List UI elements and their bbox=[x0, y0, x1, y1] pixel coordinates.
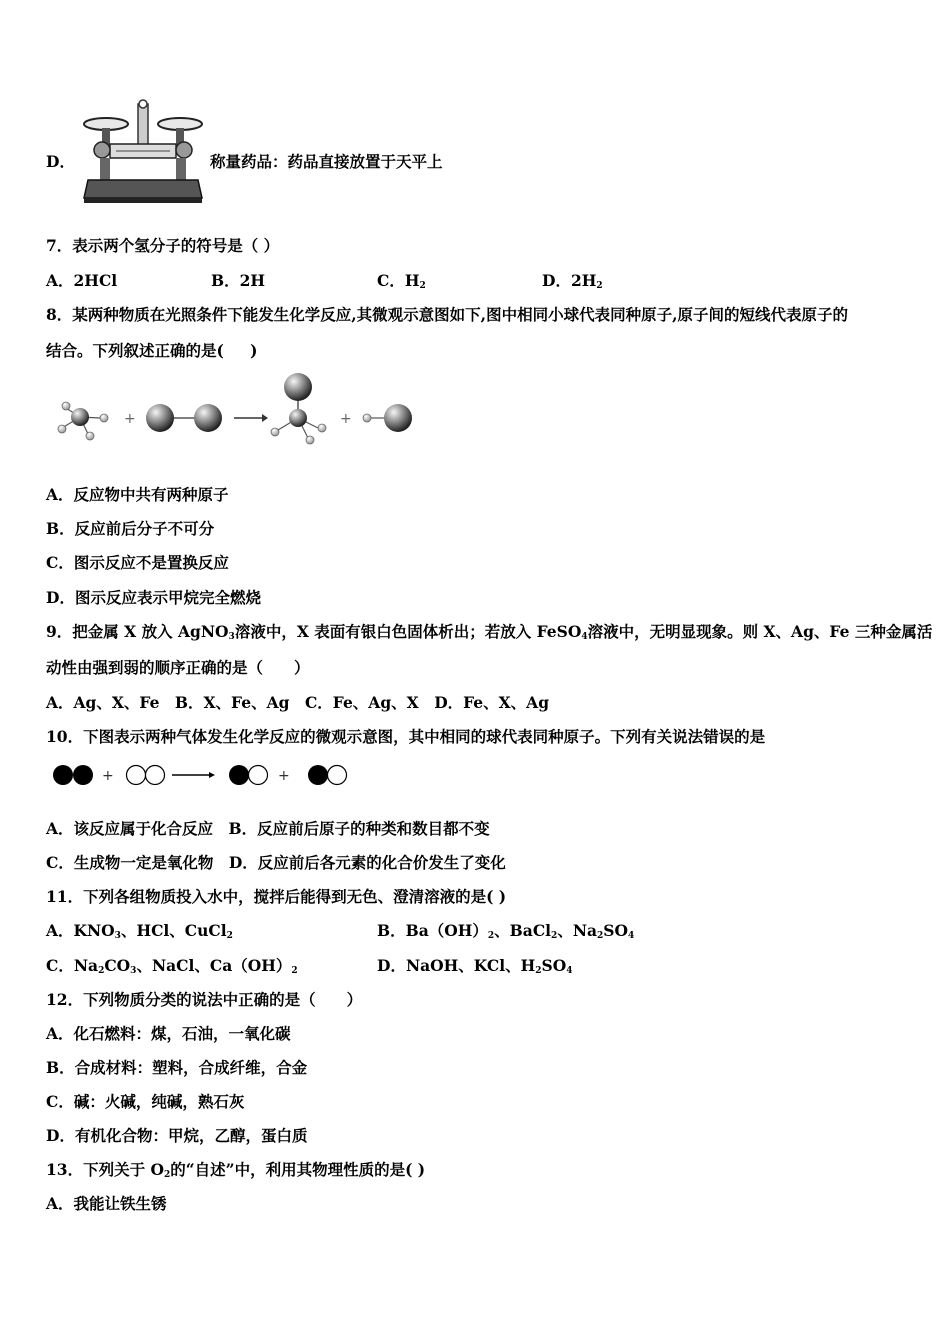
q8-option-b: B．反应前后分子不可分 bbox=[46, 519, 215, 538]
q13-stem: 13．下列关于 $O_2$的“自述”中，利用其物理性质的是( ) bbox=[46, 1160, 426, 1180]
q10-plus-2: + bbox=[278, 768, 290, 784]
q7-option-c: C．$H_2$ bbox=[377, 271, 426, 291]
q8-reaction-diagram bbox=[52, 372, 422, 450]
q10-options-cd: C．生成物一定是氧化物 D．反应前后各元素的化合价发生了变化 bbox=[46, 853, 506, 872]
chlorine-molecule bbox=[146, 404, 222, 432]
q12-option-c: C．碱：火碱，纯碱，熟石灰 bbox=[46, 1092, 245, 1111]
product-molecule-2 bbox=[308, 765, 347, 785]
q12-stem: 12．下列物质分类的说法中正确的是（ ） bbox=[46, 990, 363, 1009]
q7-option-b: B．2H bbox=[211, 271, 266, 290]
q12-option-a: A．化石燃料：煤，石油，一氧化碳 bbox=[46, 1024, 291, 1043]
q7-stem: 7．表示两个氢分子的符号是（ ） bbox=[46, 236, 280, 255]
q11-stem: 11．下列各组物质投入水中，搅拌后能得到无色、澄清溶液的是( ) bbox=[46, 887, 507, 906]
q8-option-a: A．反应物中共有两种原子 bbox=[46, 485, 229, 504]
q12-option-d: D．有机化合物：甲烷，乙醇，蛋白质 bbox=[46, 1126, 308, 1145]
q6-option-d-text: 称量药品：药品直接放置于天平上 bbox=[210, 152, 443, 171]
q11-options-cd bbox=[46, 956, 572, 976]
q10-options-ab: A．该反应属于化合反应 B．反应前后原子的种类和数目都不变 bbox=[46, 819, 490, 838]
q7-option-a: A．2HCl bbox=[46, 271, 118, 290]
balance-scale-image bbox=[80, 98, 206, 206]
q12-option-b: B．合成材料：塑料，合成纤维，合金 bbox=[46, 1058, 308, 1077]
chloromethane-molecule bbox=[271, 373, 326, 444]
q11-option-a: A．$KNO_3$、HCl、CuCl$_2$ bbox=[46, 921, 233, 941]
q11-option-d: D．NaOH、KCl、$H_2SO_4$ bbox=[377, 956, 573, 976]
q8-option-c: C．图示反应不是置换反应 bbox=[46, 553, 229, 572]
q7-options bbox=[46, 271, 603, 291]
q8-stem-line2: 结合。下列叙述正确的是( ) bbox=[46, 341, 258, 360]
q9-stem-line1: 9．把金属 X 放入 AgNO$_3$溶液中，X 表面有银白色固体析出；若放入 FeSO$_4$溶液中，无明显现象。则 X、Ag、Fe 三种金属活 bbox=[46, 622, 933, 642]
q9-stem-line2: 动性由强到弱的顺序正确的是（ ） bbox=[46, 658, 310, 677]
q9-options: A．Ag、X、Fe B．X、Fe、Ag C．Fe、Ag、X D．Fe、X、Ag bbox=[46, 693, 550, 712]
q8-plus-2: + bbox=[340, 411, 352, 427]
q10-stem: 10．下图表示两种气体发生化学反应的微观示意图，其中相同的球代表同种原子。下列有关说法错误的是 bbox=[46, 727, 766, 746]
q11-options-ab bbox=[46, 921, 634, 941]
q11-option-c: C．$Na_2CO_3$、NaCl、$Ca(OH)_2$ bbox=[46, 956, 298, 976]
q8-plus-1: + bbox=[124, 411, 136, 427]
black-diatomic-molecule bbox=[53, 765, 93, 785]
q6-option-d-label: D． bbox=[46, 152, 75, 171]
q7-option-d: D．$2H_2$ bbox=[542, 271, 603, 291]
q10-reaction-arrow bbox=[172, 772, 215, 778]
product-molecule-1 bbox=[229, 765, 268, 785]
q11-option-b: B．$Ba(OH)_2$、BaCl$_2$、$Na_2SO_4$ bbox=[377, 921, 635, 941]
q8-reaction-arrow bbox=[234, 414, 268, 422]
white-diatomic-molecule bbox=[127, 766, 165, 785]
q13-option-a: A．我能让铁生锈 bbox=[46, 1194, 167, 1213]
methane-molecule bbox=[58, 402, 108, 440]
q10-plus-1: + bbox=[102, 768, 114, 784]
q8-option-d: D．图示反应表示甲烷完全燃烧 bbox=[46, 588, 261, 607]
q8-stem-line1: 8．某两种物质在光照条件下能发生化学反应,其微观示意图如下,图中相同小球代表同种原子,原子间的短线代表原子的 bbox=[46, 305, 848, 324]
q10-reaction-diagram bbox=[52, 762, 352, 788]
hydrogen-chloride-molecule bbox=[363, 404, 412, 432]
